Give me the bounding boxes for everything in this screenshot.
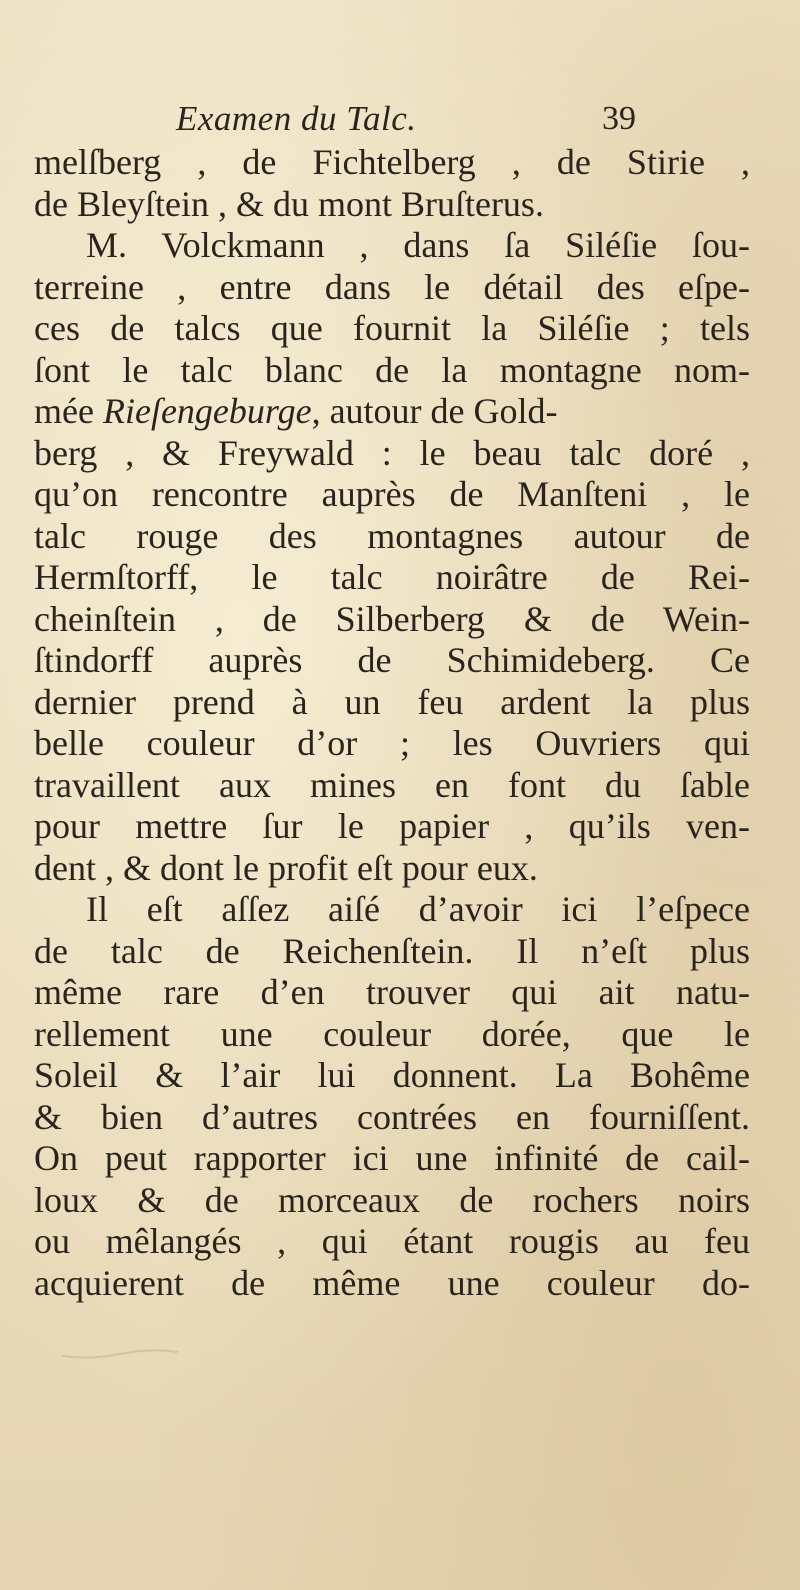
text-line: dent , & dont le profit eſt pour eux. <box>34 847 538 888</box>
page-number: 39 <box>602 100 636 137</box>
text-line: dernier prend à un feu ardent la plus <box>34 681 750 722</box>
text-line: de talc de Reichenſtein. Il n’eſt plus <box>34 930 750 971</box>
text-line: rellement une couleur dorée, que le <box>34 1013 750 1054</box>
text-line: terreine , entre dans le détail des eſpe- <box>34 266 750 307</box>
text-line: Soleil & l’air lui donnent. La Bohême <box>34 1055 750 1095</box>
text-line: ſtindorff auprès de Schimideberg. Ce <box>34 640 750 680</box>
text-line: belle couleur d’or ; les Ouvriers qui <box>34 723 750 763</box>
text-line: ou mêlangés , qui étant rougis au feu <box>34 1221 750 1261</box>
text-line: cheinſtein , de Silberberg & de Wein- <box>34 598 750 639</box>
text-line: talc rouge des montagnes autour de <box>34 515 750 556</box>
text-line: loux & de morceaux de rochers noirs <box>34 1179 750 1220</box>
text-line: travaillent aux mines en font du ſable <box>34 764 750 805</box>
text-line: On peut rapporter ici une infinité de cail- <box>34 1138 750 1178</box>
text-line: ces de talcs que fournit la Siléſie ; tels <box>34 308 750 348</box>
text-line: berg , & Freywald : le beau talc doré , <box>34 432 750 473</box>
text-line: ſont le talc blanc de la montagne nom- <box>34 349 750 390</box>
italic-place-name: Rieſengeburge <box>102 391 312 431</box>
text-line: pour mettre ſur le papier , qu’ils ven- <box>34 806 750 846</box>
text-line-with-italic <box>34 391 750 433</box>
text-line: qu’on rencontre auprès de Manſteni , le <box>34 474 750 514</box>
page-stain-mark <box>60 1342 180 1362</box>
paragraph-first-line: Il eſt aſſez aiſé d’avoir ici l’eſpece <box>86 889 750 929</box>
text-segment: mée <box>34 391 103 431</box>
text-line: Hermſtorff, le talc noirâtre de Rei- <box>34 557 750 597</box>
text-line: même rare d’en trouver qui ait natu- <box>34 972 750 1012</box>
text-line: melſberg , de Fichtelberg , de Stirie , <box>34 142 750 182</box>
text-line: & bien d’autres contrées en fourniſſent. <box>34 1096 750 1137</box>
text-line: acquierent de même une couleur do- <box>34 1262 750 1303</box>
text-line: de Bleyſtein , & du mont Bruſterus. <box>34 183 544 224</box>
body-text <box>34 142 750 1304</box>
text-segment: , autour de Gold- <box>311 391 558 431</box>
page-header <box>176 96 636 142</box>
paragraph-first-line: M. Volckmann , dans ſa Siléſie ſou- <box>86 225 750 265</box>
running-head: Examen du Talc. <box>176 99 417 138</box>
